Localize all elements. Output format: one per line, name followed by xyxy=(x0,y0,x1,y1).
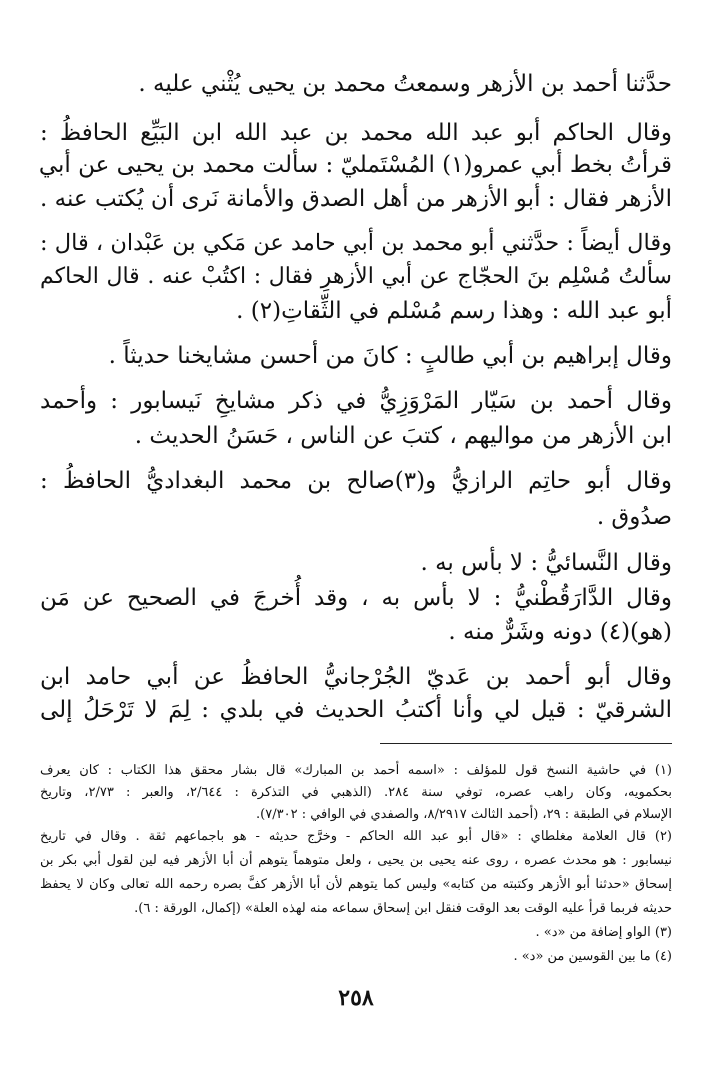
footnote-line: (٤) ما بين القوسين من «د» . xyxy=(513,949,672,964)
body-line: وقال الدَّارَقُطْنيُّ : لا بأس به ، وقد أُخرجَ في الصحيح عن مَن xyxy=(40,585,672,611)
body-line: وقال أبو أحمد بن عَديّ الجُرْجانيُّ الحافظُ عن أبي حامد ابن xyxy=(40,664,672,690)
body-line: صدُوق . xyxy=(596,504,672,530)
body-line: ابن الأزهر من مواليهم ، كتبَ عن الناس ، حَسَنُ الحديث . xyxy=(134,423,672,449)
body-line: وقال أبو حاتِم الرازيُّ و(٣)صالح بن محمد البغداديُّ الحافظُ : xyxy=(40,468,672,494)
footnote-line: (٢) قال العلامة مغلطاي : «قال أبو عبد الله الحاكم - وخرَّج حديثه - هو باجماعهم ثقة . وقال في تاريخ xyxy=(40,829,672,844)
footnote-line: (٣) الواو إضافة من «د» . xyxy=(535,925,672,940)
body-line: وقال إبراهيم بن أبي طالبٍ : كانَ من أحسن مشايخنا حديثاً . xyxy=(108,343,672,369)
body-line: الشرقيّ : قيل لي وأنا أكتبُ الحديث في بلدي : لِمَ لا تَرْحَلُ إلى xyxy=(40,697,672,723)
body-line: وقال النَّسائيُّ : لا بأس به . xyxy=(420,550,672,576)
body-line: الأزهر فقال : أبو الأزهر من أهل الصدق والأمانة نَرى أن يُكتب عنه . xyxy=(40,186,672,212)
footnote-line: حديثه فربما قرأ عليه الوقت بعد الوقت فنقل ابن إسحاق سماعه منه لهذه العلة» (إكمال، الورقة : ٦). xyxy=(134,901,672,916)
body-line: (هو)(٤) دونه وشَرٌّ منه . xyxy=(448,619,672,645)
body-line: حدَّثنا أحمد بن الأزهر وسمعتُ محمد بن يحيى يُثْني عليه . xyxy=(138,71,672,97)
footnote-divider xyxy=(380,743,672,744)
footnote-line: بحكمويه، وكان راهب عصره، توفي سنة ٢٨٤. (الذهبي في التذكرة : ٢/٦٤٤، والعبر : ٢/٧٣، وتاريخ xyxy=(40,785,672,800)
body-line: سألتُ مُسْلِم بنَ الحجّاج عن أبي الأزهرِ فقال : اكتُبْ عنه . قال الحاكم xyxy=(40,264,672,289)
footnote-line: (١) في حاشية النسخ قول للمؤلف : «اسمه أحمد بن المبارك» قال بشار محقق هذا الكتاب : كان يعرف xyxy=(40,763,672,778)
body-line: أبو عبد الله : وهذا رسم مُسْلم في الثِّقاتِ(٢) . xyxy=(236,298,672,324)
page-number: ٢٥٨ xyxy=(338,985,374,1011)
footnote-line: إسحاق «حدثنا أبو الأزهر وكتبته من كتابه» وليس كما يتوهم لأن أبا الأزهر كفَّ بصره رحمه الله تعالى وكان لا يحفظ xyxy=(40,877,672,892)
body-line: قرأتُ بخط أبي عمرو(١) المُسْتَمليّ : سألت محمد بن يحيى عن أبي xyxy=(38,152,672,178)
body-line: وقال أحمد بن سَيّار المَرْوَزِيُّ في ذكر مشايخِ نَيسابور : وأحمد xyxy=(40,388,672,414)
footnote-line: نيسابور : هو محدث عصره ، روى عنه يحيى بن يحيى ، ولعل متوهماً يتوهم أن أبا الأزهر فيه لين لقول أبي بكر بن xyxy=(40,853,672,868)
body-line: وقال أيضاً : حدَّثني أبو محمد بن أبي حامد عن مَكي بن عَبْدان ، قال : xyxy=(40,230,672,256)
body-line: وقال الحاكم أبو عبد الله محمد بن عبد الله ابن البَيِّع الحافظُ : xyxy=(40,120,672,146)
footnote-line: الإسلام في الطبقة : ٢٩، (أحمد الثالث ٨/٢٩١٧، والصفدي في الوافي : ٧/٣٠٢). xyxy=(256,807,672,822)
